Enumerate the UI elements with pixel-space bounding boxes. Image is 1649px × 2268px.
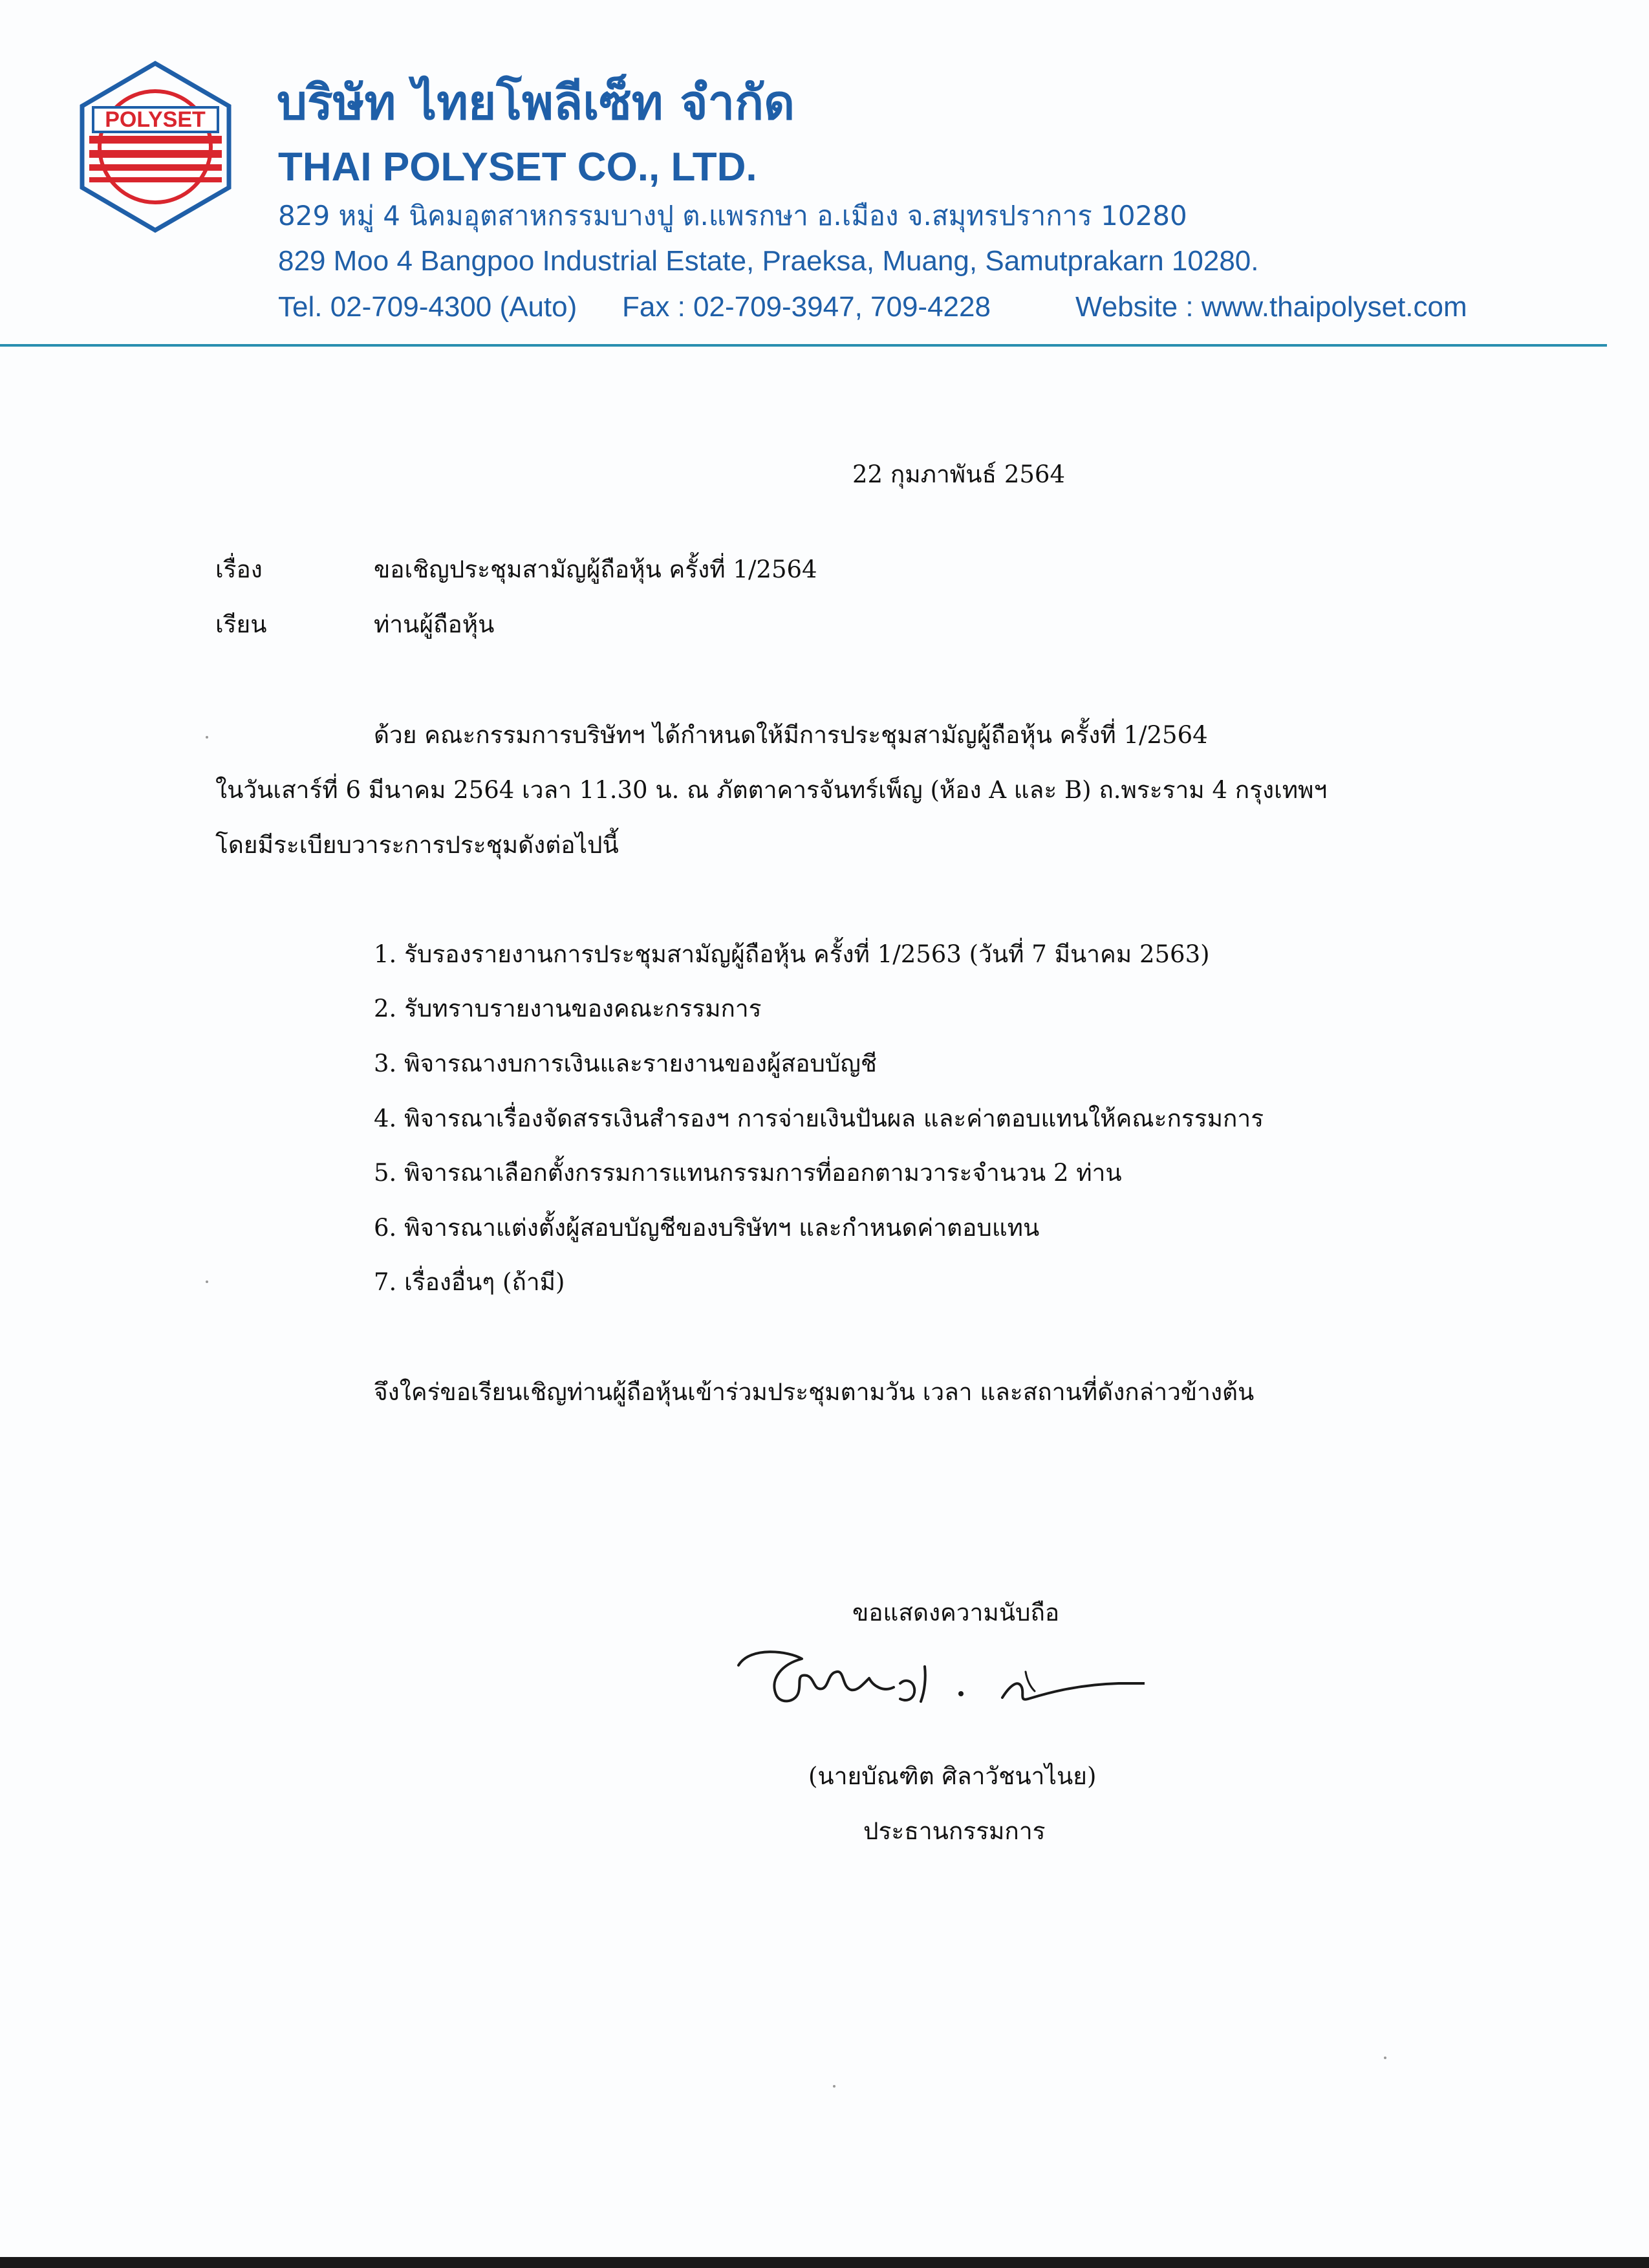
company-name-thai: บริษัท ไทยโพลีเซ็ท จำกัด <box>277 75 795 131</box>
agenda-item-1: 1. รับรองรายงานการประชุมสามัญผู้ถือหุ้น ครั้งที่ 1/2563 (วันที่ 7 มีนาคม 2563) <box>374 940 1210 968</box>
recipient-text: ท่านผู้ถือหุ้น <box>374 610 495 638</box>
telephone: Tel. 02-709-4300 (Auto) <box>278 291 577 323</box>
polyset-logo <box>76 59 235 234</box>
intro-line-3: โดยมีระเบียบวาระการประชุมดังต่อไปนี้ <box>215 831 619 859</box>
scan-speck <box>1384 2057 1386 2059</box>
agenda-item-4: 4. พิจารณาเรื่องจัดสรรเงินสำรองฯ การจ่ายเงินปันผล และค่าตอบแทนให้คณะกรรมการ <box>374 1105 1264 1132</box>
scan-bottom-edge <box>0 2257 1649 2268</box>
regards: ขอแสดงความนับถือ <box>852 1599 1060 1626</box>
agenda-item-6: 6. พิจารณาแต่งตั้งผู้สอบบัญชีของบริษัทฯ และกำหนดค่าตอบแทน <box>374 1214 1040 1242</box>
letter-date: 22 กุมภาพันธ์ 2564 <box>852 460 1065 488</box>
scan-speck <box>206 736 208 739</box>
agenda-item-7: 7. เรื่องอื่นๆ (ถ้ามี) <box>374 1268 565 1296</box>
intro-line-1: ด้วย คณะกรรมการบริษัทฯ ได้กำหนดให้มีการประชุมสามัญผู้ถือหุ้น ครั้งที่ 1/2564 <box>374 721 1208 749</box>
letterhead-divider <box>0 344 1607 347</box>
logo-text: POLYSET <box>105 107 206 132</box>
signer-title: ประธานกรรมการ <box>863 1817 1046 1845</box>
fax: Fax : 02-709-3947, 709-4228 <box>622 291 991 323</box>
agenda-item-5: 5. พิจารณาเลือกตั้งกรรมการแทนกรรมการที่ออกตามวาระจำนวน 2 ท่าน <box>374 1159 1122 1187</box>
scan-speck <box>833 2085 835 2088</box>
address-english: 829 Moo 4 Bangpoo Industrial Estate, Praeksa, Muang, Samutprakarn 10280. <box>278 245 1259 277</box>
scan-speck <box>206 1280 208 1283</box>
address-thai: 829 หมู่ 4 นิคมอุตสาหกรรมบางปู ต.แพรกษา อ.เมือง จ.สมุทรปราการ 10280 <box>278 200 1187 232</box>
subject-text: ขอเชิญประชุมสามัญผู้ถือหุ้น ครั้งที่ 1/2564 <box>374 556 817 583</box>
agenda-item-2: 2. รับทราบรายงานของคณะกรรมการ <box>374 995 762 1022</box>
agenda-item-3: 3. พิจารณางบการเงินและรายงานของผู้สอบบัญชี <box>374 1050 878 1077</box>
signature <box>731 1639 1145 1717</box>
company-name-english: THAI POLYSET CO., LTD. <box>278 145 757 189</box>
intro-line-2: ในวันเสาร์ที่ 6 มีนาคม 2564 เวลา 11.30 น. ณ ภัตตาคารจันทร์เพ็ญ (ห้อง A และ B) ถ.พระราม 4 กรุงเทพฯ <box>215 776 1328 804</box>
subject-label: เรื่อง <box>215 556 263 583</box>
website: Website : www.thaipolyset.com <box>1075 291 1467 323</box>
closing-sentence: จึงใคร่ขอเรียนเชิญท่านผู้ถือหุ้นเข้าร่วมประชุมตามวัน เวลา และสถานที่ดังกล่าวข้างต้น <box>374 1378 1255 1406</box>
signer-name: (นายบัณฑิต ศิลาวัชนาไนย) <box>808 1762 1097 1790</box>
recipient-label: เรียน <box>215 610 267 638</box>
